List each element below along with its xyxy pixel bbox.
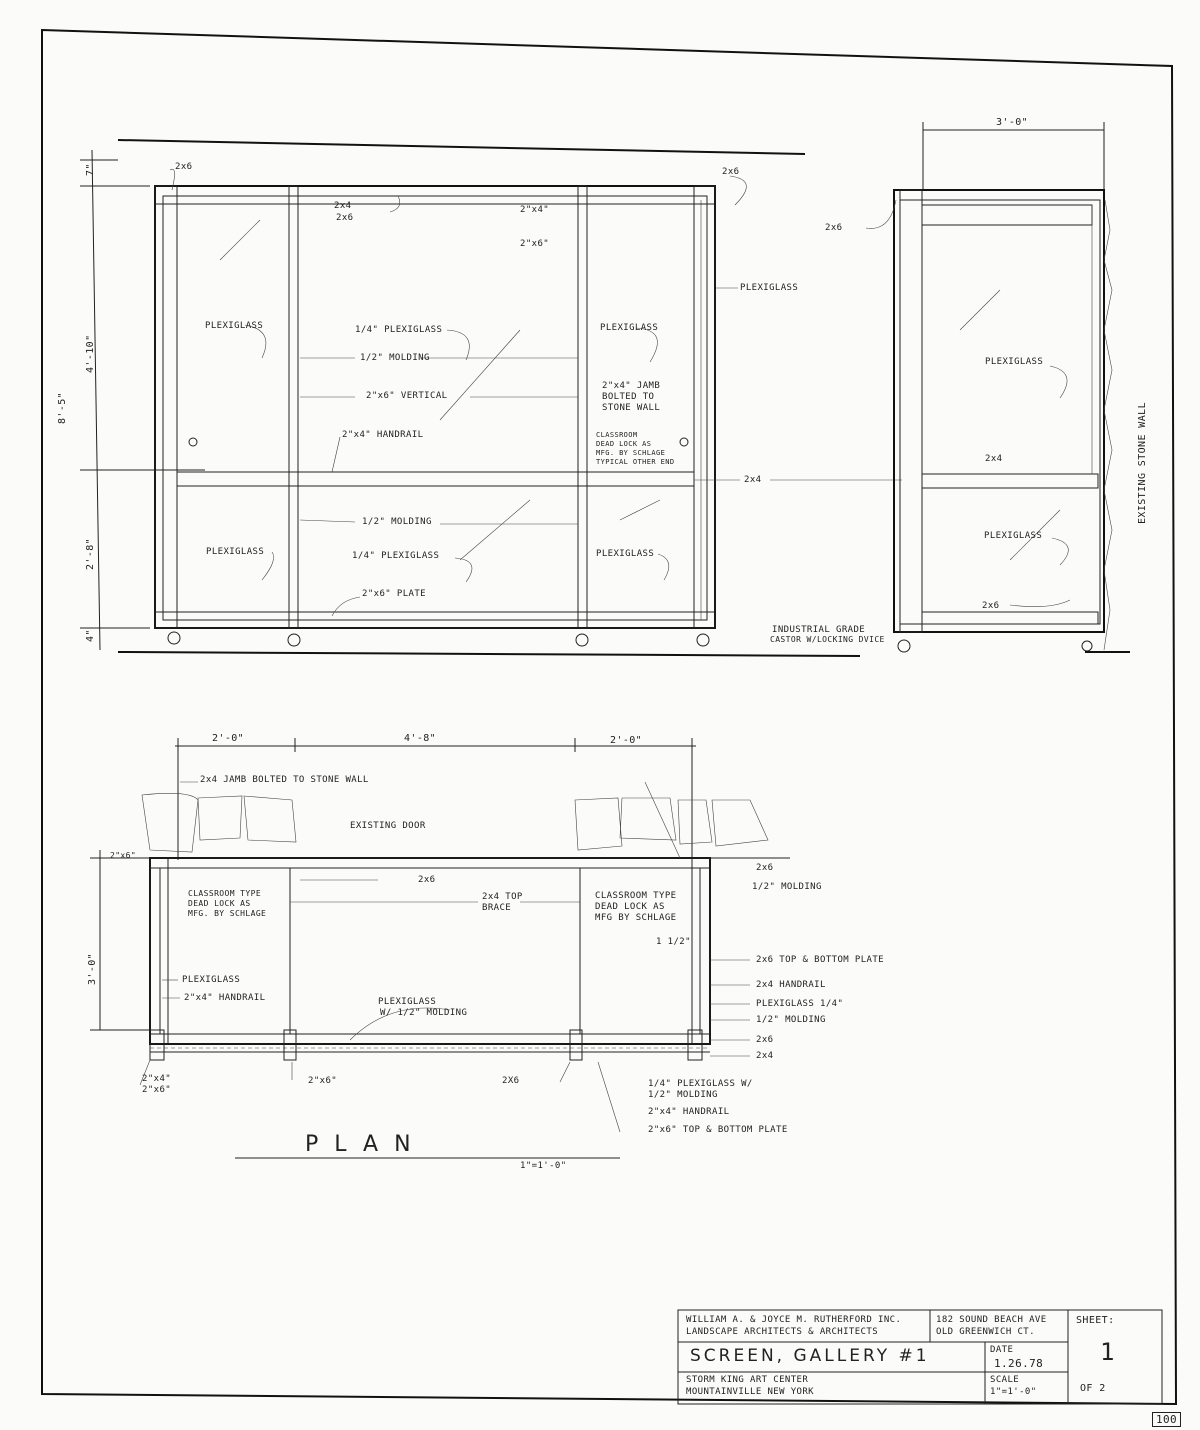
height-bottom-dim: 4" (85, 629, 96, 642)
label-deadlock-3: MFG. BY SCHLAGE (596, 449, 666, 457)
height-top-dim: 7" (85, 163, 96, 176)
label-side-plexi-lower: PLEXIGLASS (984, 531, 1043, 541)
label-quarter-plexi-upper: 1/4" PLEXIGLASS (355, 325, 443, 335)
sheet-border (42, 30, 1176, 1404)
plan-mid-plexi-2: W/ 1/2" MOLDING (380, 1008, 468, 1018)
plan-lock-right-2: DEAD LOCK AS (595, 902, 665, 912)
plan-lock-right-3: MFG BY SCHLAGE (595, 913, 677, 923)
label-side-2x4: 2x4 (985, 454, 1003, 464)
plan-lock-left-1: CLASSROOM TYPE (188, 889, 262, 898)
label-2x6-right: 2"x6" (520, 239, 550, 249)
tb-date: 1.26.78 (994, 1357, 1044, 1370)
label-side-plexi-upper: PLEXIGLASS (985, 357, 1044, 367)
tb-client-1: STORM KING ART CENTER (686, 1375, 809, 1385)
plan-depth-dim: 3'-0" (87, 952, 98, 985)
tb-firm-1: WILLIAM A. & JOYCE M. RUTHERFORD INC. (686, 1315, 902, 1325)
tb-address-2: OLD GREENWICH CT. (936, 1327, 1035, 1337)
label-plexiglass-ur: PLEXIGLASS (600, 323, 659, 333)
plan-br-2: 1/2" MOLDING (648, 1090, 718, 1100)
plan-r-plexi: PLEXIGLASS 1/4" (756, 999, 844, 1009)
tb-sheet-of: OF 2 (1080, 1383, 1106, 1394)
tb-date-label: DATE (990, 1345, 1014, 1355)
plan-r-2x6-b: 2x6 (756, 1035, 774, 1045)
label-molding-lower: 1/2" MOLDING (362, 517, 432, 527)
height-upper-dim: 4'-10" (85, 334, 96, 373)
plan-title: PLAN (305, 1132, 427, 1157)
label-jamb-3: STONE WALL (602, 403, 661, 413)
plan-br-3: 2"x4" HANDRAIL (648, 1107, 730, 1117)
plan-b-2x6-left: 2"x6" (308, 1076, 338, 1086)
plan-label-brace-1: 2x4 TOP (482, 892, 523, 902)
plan-br-4: 2"x6" TOP & BOTTOM PLATE (648, 1125, 788, 1135)
height-total-dim: 8'-5" (57, 391, 68, 424)
side-width-dim: 3'-0" (996, 117, 1029, 128)
plan-br-1: 1/4" PLEXIGLASS W/ (648, 1079, 753, 1089)
plan-b-2x6-mid: 2X6 (502, 1076, 520, 1086)
label-side-2x6-bottom: 2x6 (982, 601, 1000, 611)
label-caster-1: INDUSTRIAL GRADE (772, 625, 866, 635)
tb-scale-label: SCALE (990, 1375, 1020, 1385)
plan-bl-2x6: 2"x6" (142, 1085, 172, 1095)
plan-mid-plexi-1: PLEXIGLASS (378, 997, 437, 1007)
label-jamb-2: BOLTED TO (602, 392, 655, 402)
label-2x4-top: 2x4 (334, 201, 352, 211)
label-2x4-right: 2"x4" (520, 205, 550, 215)
plan-lock-right-1: CLASSROOM TYPE (595, 891, 677, 901)
plan-scale: 1"=1'-0" (520, 1161, 567, 1171)
label-vertical: 2"x6" VERTICAL (366, 391, 448, 401)
sheet-stamp: 100 (1152, 1412, 1181, 1427)
label-plexiglass-right: PLEXIGLASS (740, 283, 799, 293)
tb-firm-2: LANDSCAPE ARCHITECTS & ARCHITECTS (686, 1327, 879, 1337)
label-plexiglass-ll: PLEXIGLASS (206, 547, 265, 557)
label-side-2x6: 2x6 (825, 223, 843, 233)
label-caster-2: CASTOR W/LOCKING DVICE (770, 635, 885, 644)
plan-lock-left-3: MFG. BY SCHLAGE (188, 909, 267, 918)
side-elevation (866, 122, 1130, 652)
tb-scale: 1"=1'-0" (990, 1387, 1037, 1397)
tb-client-2: MOUNTAINVILLE NEW YORK (686, 1387, 815, 1397)
label-2x4-mid: 2x4 (744, 475, 762, 485)
plan-depth-top: 2"x6" (110, 851, 137, 860)
front-elevation (80, 140, 902, 656)
plan-r-plate: 2x6 TOP & BOTTOM PLATE (756, 955, 885, 965)
tb-address-1: 182 SOUND BEACH AVE (936, 1315, 1047, 1325)
label-handrail: 2"x4" HANDRAIL (342, 430, 424, 440)
label-2x6-tr: 2x6 (722, 167, 740, 177)
label-deadlock-1: CLASSROOM (596, 431, 638, 439)
plan-one-half: 1 1/2" (656, 937, 691, 947)
plan-l-handrail: 2"x4" HANDRAIL (184, 993, 266, 1003)
tb-sheet-number: 1 (1100, 1338, 1115, 1366)
label-plexiglass-ul: PLEXIGLASS (205, 321, 264, 331)
label-molding-upper: 1/2" MOLDING (360, 353, 430, 363)
label-deadlock-4: TYPICAL OTHER END (596, 458, 675, 466)
plan-r-molding: 1/2" MOLDING (752, 882, 822, 892)
plan-r-handrail: 2x4 HANDRAIL (756, 980, 826, 990)
plan-r-2x4-b: 2x4 (756, 1051, 774, 1061)
plan-label-2x6-top: 2x6 (418, 875, 436, 885)
label-jamb-1: 2"x4" JAMB (602, 381, 661, 391)
label-plexiglass-lr: PLEXIGLASS (596, 549, 655, 559)
tb-drawing-title: SCREEN, GALLERY #1 (690, 1346, 930, 1366)
label-2x6-top: 2x6 (336, 213, 354, 223)
label-deadlock-2: DEAD LOCK AS (596, 440, 652, 448)
plan-l-plexi: PLEXIGLASS (182, 975, 241, 985)
plan-r-molding-2: 1/2" MOLDING (756, 1015, 826, 1025)
label-quarter-plexi-lower: 1/4" PLEXIGLASS (352, 551, 440, 561)
label-plate: 2"x6" PLATE (362, 589, 427, 599)
plan-r-2x6: 2x6 (756, 863, 774, 873)
plan-label-jamb: 2x4 JAMB BOLTED TO STONE WALL (200, 775, 369, 785)
plan-width-left: 2'-0" (212, 733, 245, 744)
plan-lock-left-2: DEAD LOCK AS (188, 899, 251, 908)
label-existing-stone-wall: EXISTING STONE WALL (1137, 402, 1148, 524)
label-2x6-tl: 2x6 (175, 162, 193, 172)
plan-bl-2x4: 2"x4" (142, 1074, 172, 1084)
plan-label-existing-door: EXISTING DOOR (350, 821, 426, 831)
height-lower-dim: 2'-8" (85, 537, 96, 570)
tb-sheet-label: SHEET: (1076, 1315, 1115, 1326)
plan-width-right: 2'-0" (610, 735, 643, 746)
plan-label-brace-2: BRACE (482, 903, 512, 913)
plan-width-mid: 4'-8" (404, 733, 437, 744)
